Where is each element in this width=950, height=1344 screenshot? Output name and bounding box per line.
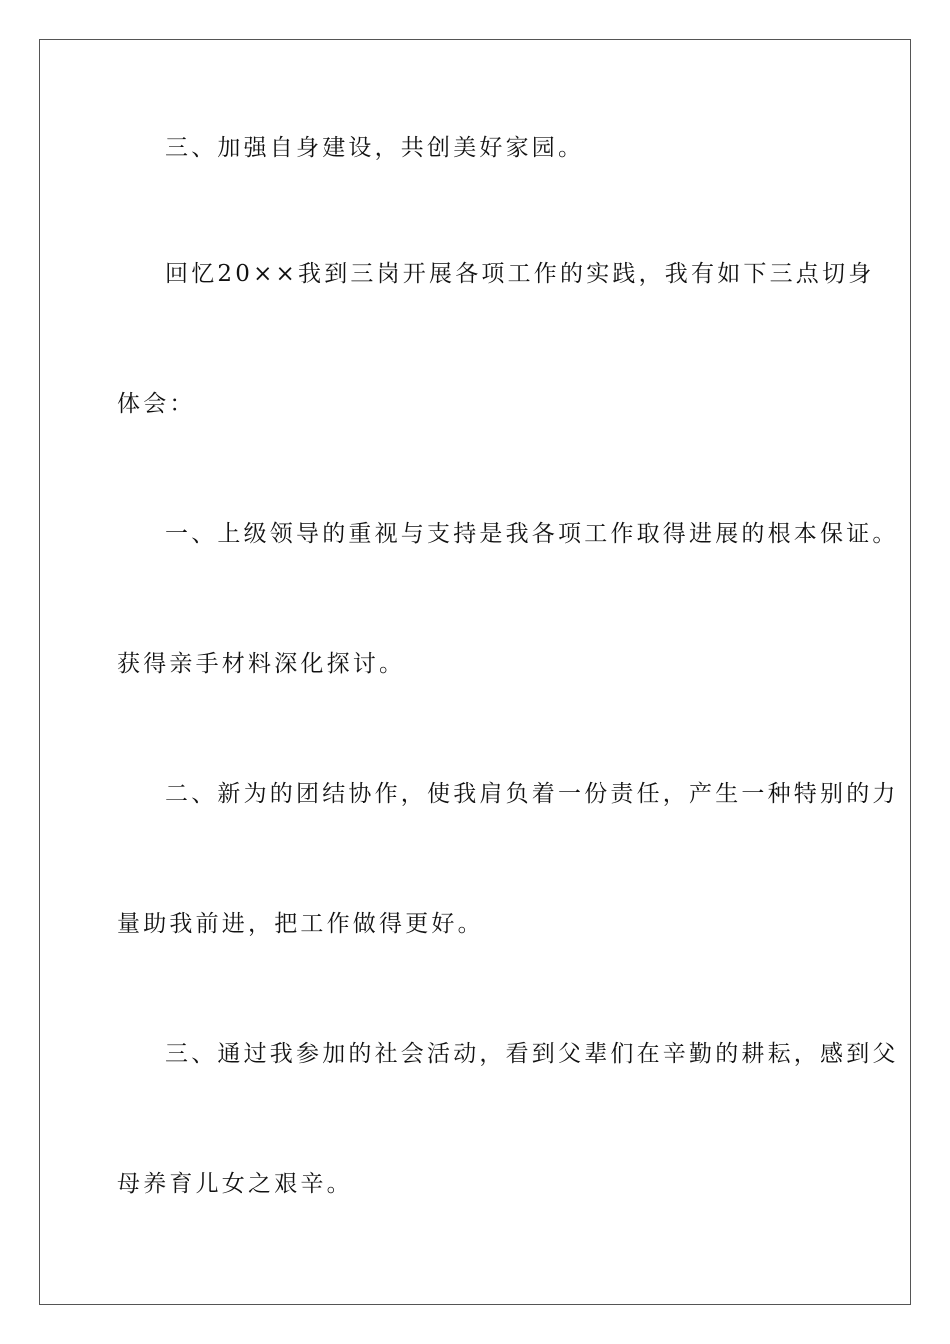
paragraph-reflection-line-2: 体会： (117, 391, 196, 417)
point-three-line-1: 三、通过我参加的社会活动，看到父辈们在辛勤的耕耘，感到父 (165, 1041, 899, 1067)
point-three-line-2: 母养育儿女之艰辛。 (117, 1171, 353, 1197)
point-one-line-1: 一、上级领导的重视与支持是我各项工作取得进展的根本保证。 (165, 521, 899, 547)
point-one-line-2: 获得亲手材料深化探讨。 (117, 651, 406, 677)
point-two-line-1: 二、新为的团结协作，使我肩负着一份责任，产生一种特别的力 (165, 781, 899, 807)
paragraph-heading-three: 三、加强自身建设，共创美好家园。 (165, 135, 585, 161)
paragraph-reflection-line-1: 回忆20××我到三岗开展各项工作的实践，我有如下三点切身 (165, 261, 875, 287)
point-two-line-2: 量助我前进，把工作做得更好。 (117, 911, 484, 937)
